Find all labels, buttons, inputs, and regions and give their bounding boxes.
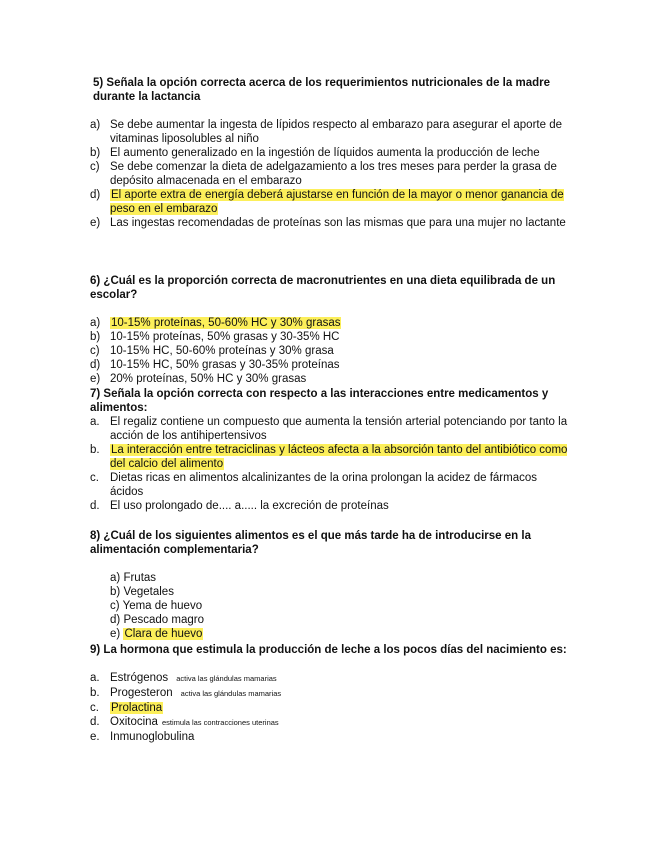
options-list: [90, 415, 568, 513]
question-title: 6) ¿Cuál es la proporción correcta de macronutrientes en una dieta equilibrada de un escolar?: [90, 275, 556, 301]
option-d: d) 10-15% HC, 50% grasas y 30-35% proteínas: [90, 359, 340, 371]
option-a: a) 10-15% proteínas, 50-60% HC y 30% grasas: [90, 317, 341, 329]
option-b: b. Progesteron activa las glándulas mamarias: [90, 687, 282, 699]
option-b: b) El aumento generalizado en la ingestión de líquidos aumenta la producción de leche: [90, 147, 540, 159]
question-title: 8) ¿Cuál de los siguientes alimentos es el que más tarde ha de introducirse en la alimentación complementaria?: [90, 530, 531, 556]
option-d: d. Oxitocina estimula las contracciones uterinas: [90, 716, 279, 728]
options-list: [90, 316, 568, 386]
highlighted-answer: El aporte extra de energía deberá ajustarse en función de la mayor o menor ganancia de peso en el embarazo: [110, 189, 564, 215]
option-a: a) Se debe aumentar la ingesta de lípidos respecto al embarazo para asegurar el aporte de vitaminas liposolubles al niño: [90, 119, 562, 145]
highlighted-answer: Clara de huevo: [124, 628, 203, 640]
question-7: [90, 387, 568, 513]
question-5: [90, 76, 568, 230]
option-b: b) Vegetales: [110, 586, 174, 598]
highlighted-answer: La interacción entre tetraciclinas y lácteos afecta a la absorción tanto del antibiótico como del calcio del alimento: [110, 444, 568, 470]
question-9: [90, 643, 568, 744]
options-list: [90, 571, 568, 641]
question-title: 9) La hormona que estimula la producción de leche a los pocos días del nacimiento es:: [90, 644, 567, 656]
option-c: c) 10-15% HC, 50-60% proteínas y 30% grasa: [90, 345, 334, 357]
question-8: [90, 529, 568, 641]
highlighted-answer: Prolactina: [111, 702, 163, 714]
question-6: [90, 274, 568, 386]
option-e: e. Inmunoglobulina: [90, 731, 195, 743]
option-d: d) El aporte extra de energía deberá ajustarse en función de la mayor o menor ganancia de peso en el embarazo: [90, 189, 564, 215]
option-c: c) Se debe comenzar la dieta de adelgazamiento a los tres meses para perder la grasa de depósito almacenada en el embarazo: [90, 161, 557, 187]
question-title: 5) Señala la opción correcta acerca de los requerimientos nutricionales de la madre durante la lactancia: [93, 77, 550, 103]
option-c: c. Dietas ricas en alimentos alcalinizantes de la orina prolongan la acidez de fármacos ácidos: [90, 472, 538, 498]
handwritten-note: activa las glándulas mamarias: [176, 674, 277, 683]
option-a: a. El regaliz contiene un compuesto que aumenta la tensión arterial potenciando por tanto la acción de los antihipertensivos: [90, 416, 568, 442]
options-list: [90, 118, 568, 230]
option-e: e) 20% proteínas, 50% HC y 30% grasas: [90, 373, 307, 385]
option-e: e) Las ingestas recomendadas de proteínas son las mismas que para una mujer no lactante: [90, 217, 566, 229]
highlighted-answer: 10-15% proteínas, 50-60% HC y 30% grasas: [111, 317, 341, 329]
option-a: a) Frutas: [110, 572, 157, 584]
question-title: 7) Señala la opción correcta con respecto a las interacciones entre medicamentos y alimentos:: [90, 388, 549, 414]
option-b: b. La interacción entre tetraciclinas y lácteos afecta a la absorción tanto del antibiótico como del calcio del alimento: [90, 444, 568, 470]
option-d: d. El uso prolongado de.... a..... la excreción de proteínas: [90, 500, 389, 512]
option-c: c. Prolactina: [90, 702, 163, 714]
option-e: e) Clara de huevo: [110, 628, 203, 640]
handwritten-note: activa las glándulas mamarias: [180, 689, 282, 698]
option-b: b) 10-15% proteínas, 50% grasas y 30-35% HC: [90, 331, 340, 343]
option-c: c) Yema de huevo: [110, 600, 203, 612]
options-list: [90, 671, 568, 744]
option-a: a. Estrógenos activa las glándulas mamarias: [90, 672, 277, 684]
option-d: d) Pescado magro: [110, 614, 204, 626]
handwritten-note: estimula las contracciones uterinas: [161, 718, 279, 727]
